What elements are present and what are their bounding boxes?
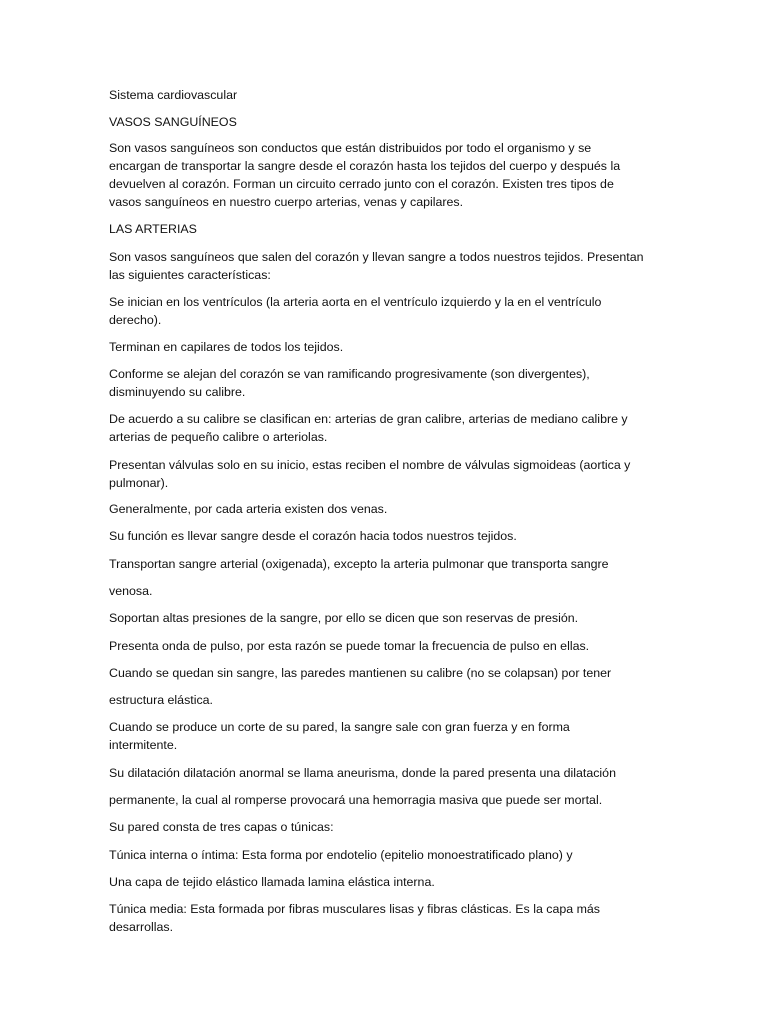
- paragraph-line: Túnica interna o íntima: Esta forma por endotelio (epitelio monoestratificado plano) y: [109, 848, 573, 862]
- paragraph-line: Su pared consta de tres capas o túnicas:: [109, 820, 334, 834]
- paragraph-line: Se inician en los ventrículos (la arteria aorta en el ventrículo izquierdo y la en el ventrículo: [109, 295, 602, 309]
- paragraph-line: Cuando se quedan sin sangre, las paredes mantienen su calibre (no se colapsan) por tener: [109, 666, 612, 680]
- paragraph-line: Son vasos sanguíneos son conductos que están distribuidos por todo el organismo y se: [109, 141, 592, 155]
- paragraph-line: Cuando se produce un corte de su pared, la sangre sale con gran fuerza y en forma: [109, 720, 570, 734]
- paragraph-line: Presentan válvulas solo en su inicio, estas reciben el nombre de válvulas sigmoideas (aortica y: [109, 458, 631, 472]
- section-heading-vasos: VASOS SANGUÍNEOS: [109, 115, 237, 129]
- paragraph-line: Soportan altas presiones de la sangre, por ello se dicen que son reservas de presión.: [109, 611, 579, 625]
- paragraph-line: venosa.: [109, 584, 153, 598]
- paragraph-line: Su dilatación dilatación anormal se llama aneurisma, donde la pared presenta una dilatación: [109, 766, 616, 780]
- paragraph-line: derecho).: [109, 313, 162, 327]
- paragraph-line: Presenta onda de pulso, por esta razón se puede tomar la frecuencia de pulso en ellas.: [109, 639, 590, 653]
- paragraph-line: las siguientes características:: [109, 268, 271, 282]
- paragraph-line: arterias de pequeño calibre o arteriolas.: [109, 430, 328, 444]
- paragraph-line: Una capa de tejido elástico llamada lamina elástica interna.: [109, 875, 435, 889]
- paragraph-line: Transportan sangre arterial (oxigenada), excepto la arteria pulmonar que transporta sangre: [109, 557, 609, 571]
- paragraph-line: Generalmente, por cada arteria existen dos venas.: [109, 502, 388, 516]
- section-heading-arterias: LAS ARTERIAS: [109, 222, 197, 236]
- paragraph-line: pulmonar).: [109, 476, 169, 490]
- paragraph-line: intermitente.: [109, 738, 178, 752]
- paragraph-line: desarrollas.: [109, 920, 174, 934]
- paragraph-line: De acuerdo a su calibre se clasifican en: arterias de gran calibre, arterias de mediano calibre y: [109, 412, 628, 426]
- paragraph-line: estructura elástica.: [109, 693, 213, 707]
- paragraph-line: Terminan en capilares de todos los tejidos.: [109, 340, 344, 354]
- paragraph-line: Su función es llevar sangre desde el corazón hacia todos nuestros tejidos.: [109, 529, 517, 543]
- paragraph-line: vasos sanguíneos en nuestro cuerpo arterias, venas y capilares.: [109, 195, 464, 209]
- paragraph-line: Túnica media: Esta formada por fibras musculares lisas y fibras clásticas. Es la capa más: [109, 902, 600, 916]
- paragraph-line: devuelven al corazón. Forman un circuito cerrado junto con el corazón. Existen tres tipos de: [109, 177, 614, 191]
- document-title: Sistema cardiovascular: [109, 88, 238, 102]
- paragraph-line: Son vasos sanguíneos que salen del corazón y llevan sangre a todos nuestros tejidos. Presentan: [109, 250, 644, 264]
- paragraph-line: permanente, la cual al romperse provocará una hemorragia masiva que puede ser mortal.: [109, 793, 603, 807]
- paragraph-line: encargan de transportar la sangre desde el corazón hasta los tejidos del cuerpo y después la: [109, 159, 621, 173]
- paragraph-line: disminuyendo su calibre.: [109, 385, 246, 399]
- paragraph-line: Conforme se alejan del corazón se van ramificando progresivamente (son divergentes),: [109, 367, 590, 381]
